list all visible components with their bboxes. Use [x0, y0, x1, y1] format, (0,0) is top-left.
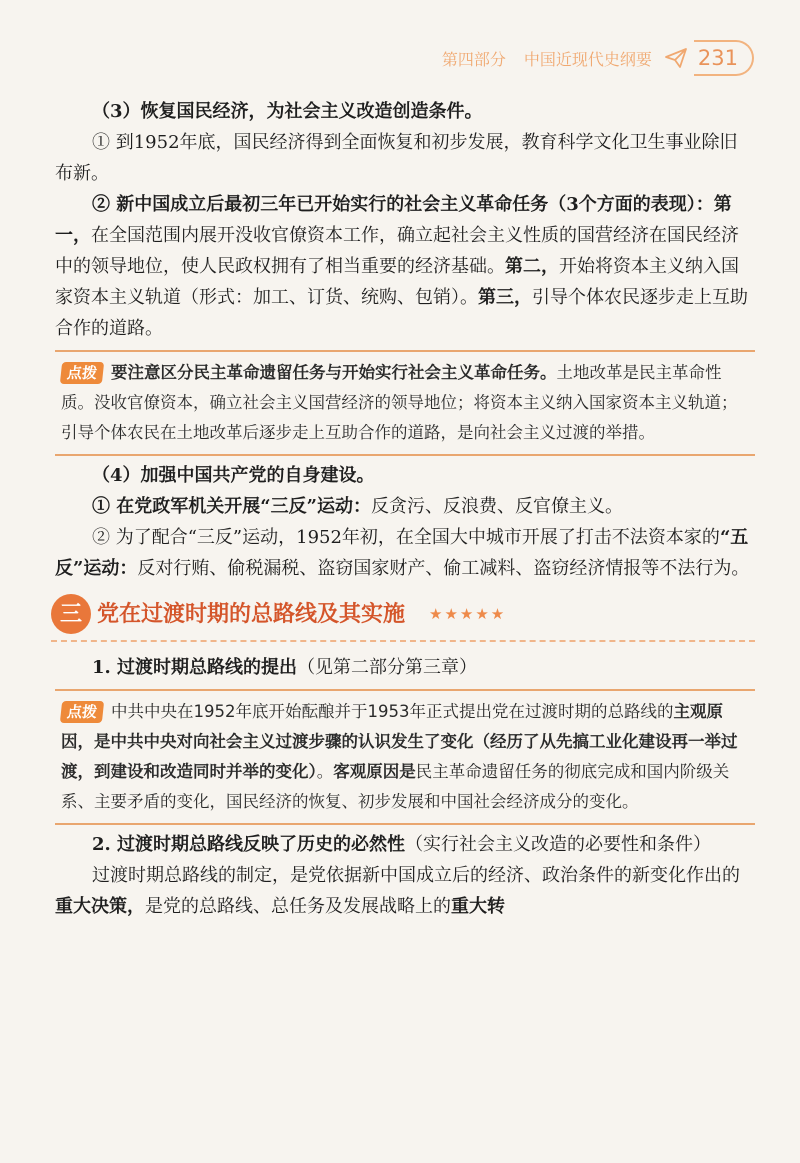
page-content	[55, 96, 755, 922]
section-heading: （3）恢复国民经济，为社会主义改造创造条件。	[92, 101, 483, 122]
book-title: 中国近现代史纲要	[523, 49, 652, 69]
star-rating: ★★★★★	[429, 604, 507, 623]
part-label: 第四部分	[441, 49, 506, 69]
section-heading: （4）加强中国共产党的自身建设。	[92, 465, 375, 486]
paragraph: ① 到1952年底，国民经济得到全面恢复和初步发展，教育科学文化卫生事业除旧布新。	[55, 132, 738, 184]
tip-box: 点拨 中共中央在1952年底开始酝酿并于1953年正式提出党在过渡时期的总路线的主观原因，是中共中央对向社会主义过渡步骤的认识发生了变化（经历了从先搞工业化建设再一举过渡，到建设和改造同时并举的变化）。客观原因是民主革命遗留任务的彻底完成和国内阶级关系、主要矛盾的变化，国民经济的恢复、初步发展和中国社会经济成分的变化。	[55, 689, 755, 825]
page-header	[442, 40, 754, 76]
tip-tag: 点拨	[60, 362, 104, 384]
tip-tag: 点拨	[60, 701, 104, 723]
paragraph: 过渡时期总路线的制定，是党依据新中国成立后的经济、政治条件的新变化作出的重大决策，是党的总路线、总任务及发展战略上的重大转	[55, 865, 740, 917]
chapter-title: 党在过渡时期的总路线及其实施	[97, 600, 406, 627]
paragraph: ② 为了配合“三反”运动，1952年初，在全国大中城市开展了打击不法资本家的“五反”运动：反对行贿、偷税漏税、盗窃国家财产、偷工减料、盗窃经济情报等不法行为。	[55, 527, 750, 579]
subheading: 2. 过渡时期总路线反映了历史的必然性（实行社会主义改造的必要性和条件）	[92, 834, 712, 855]
paragraph: ① 在党政军机关开展“三反”运动：反贪污、反浪费、反官僚主义。	[92, 496, 623, 517]
tip-box	[55, 350, 755, 456]
chapter-heading	[51, 594, 755, 642]
paragraph: ② 新中国成立后最初三年已开始实行的社会主义革命任务（3个方面的表现）：第一，在全国范围内展开没收官僚资本工作，确立起社会主义性质的国营经济在国民经济中的领导地位，使人民政权拥有了相当重要的经济基础。第二，开始将资本主义纳入国家资本主义轨道（形式：加工、订货、统购、包销）。第三，引导个体农民逐步走上互助合作的道路。	[55, 194, 748, 339]
paper-plane-icon	[664, 46, 688, 70]
chapter-badge: 三	[51, 594, 91, 634]
tip-text: 土地改革是民主革命性质。没收官僚资本，确立社会主义国营经济的领导地位；将资本主义纳入国家资本主义轨道；引导个体农民在土地改革后逐步走上互助合作的道路，是向社会主义过渡的举措。	[61, 363, 738, 442]
subheading: 1. 过渡时期总路线的提出（见第二部分第三章）	[92, 657, 478, 678]
tip-bold: 要注意区分民主革命遗留任务与开始实行社会主义革命任务。	[111, 363, 557, 382]
page-number: 231	[694, 40, 754, 76]
